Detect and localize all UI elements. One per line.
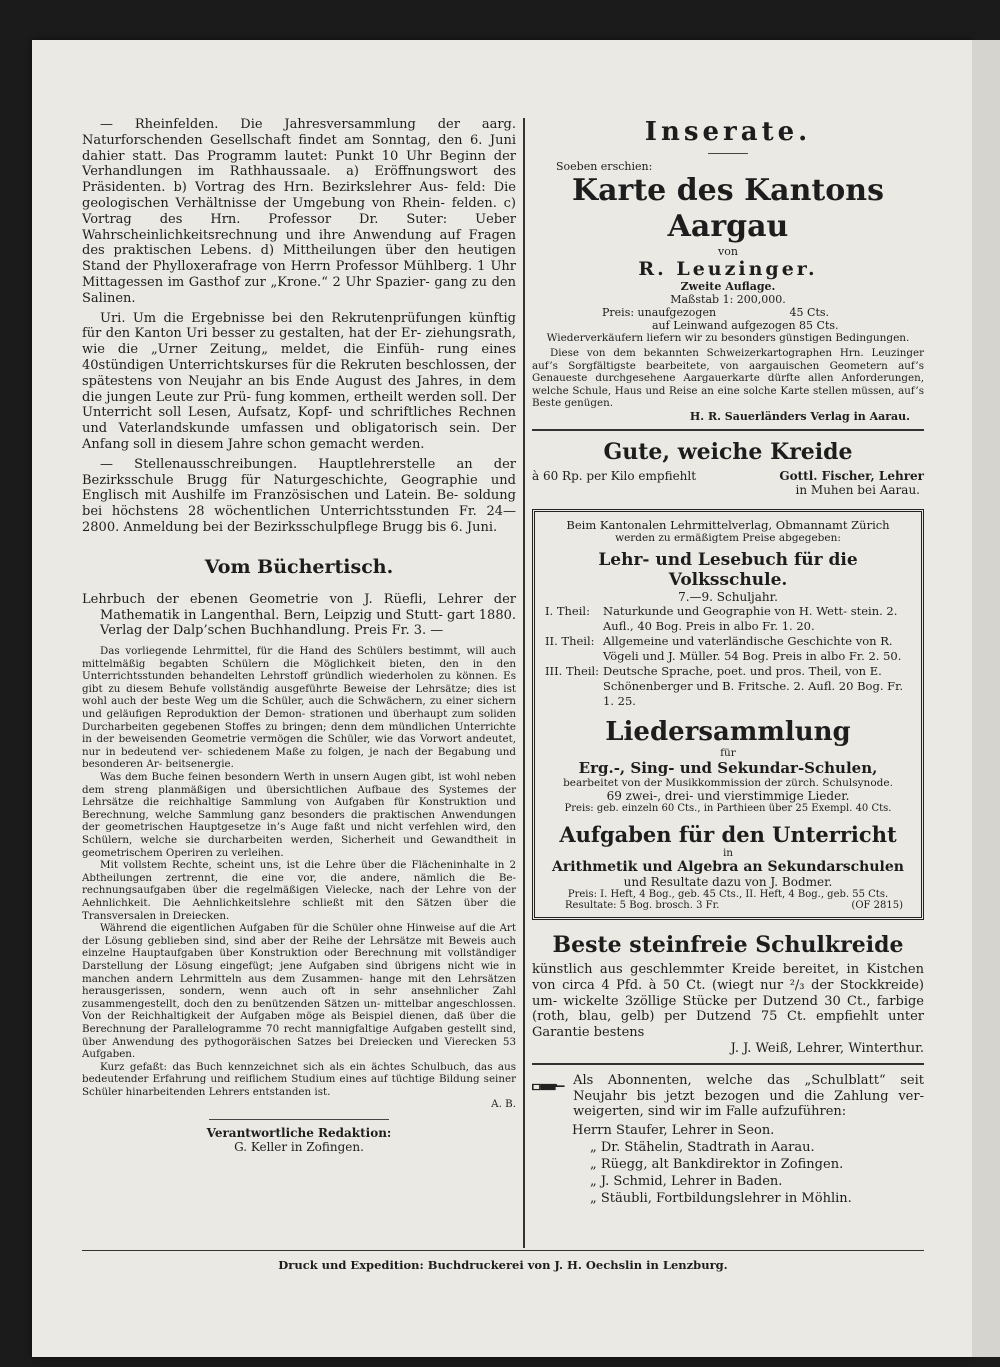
box-intro: Beim Kantonalen Lehrmittelverlag, Obmannamt Zürich <box>566 517 890 532</box>
in-label: in <box>722 846 734 859</box>
theil-text: Allgemeine und vaterländische Geschichte von R. Vögeli und J. Müller. 54 Bog. Preis in albo Fr. 2. 50. <box>603 633 902 663</box>
review-paragraph: Was dem Buche feinen besondern Werth in unsern Augen gibt, ist wohl neben dem streng planmäßigen und übersichtlichen Aufbaue des Systemes der Lehrsätze die reichhaltige Sammlung von Aufgaben für Konstruktion und Berechnung, welche Sammlung ganz besonders die praktischen Anwendungen der geometrischen Hauptgesetze in’s Auge faßt und nicht verfehlen wird, den Schülern, welche sie durcharbeiten werden, Sicherheit und Gewandtheit in geometrischem Operiren zu verleihen. <box>82 771 516 859</box>
abonnent-entry: „ Rüegg, alt Bankdirektor in Zofingen. <box>590 1157 844 1173</box>
aufgaben-title: Aufgaben für den Unterricht <box>559 821 897 847</box>
schulen-line: Erg.-, Sing- und Sekundar-Schulen, <box>578 758 878 777</box>
aufgaben-resultate: Resultate: 5 Bog. brosch. 3 Fr. <box>565 899 720 911</box>
kreide-place: in Muhen bei Aarau. <box>795 482 920 497</box>
preis-leinwand: auf Leinwand aufgezogen 85 Cts. <box>652 319 839 332</box>
schulkreide-title: Beste steinfreie Schulkreide <box>552 931 904 958</box>
soeben-label: Soeben erschien: <box>556 160 653 173</box>
preis-line <box>532 306 924 319</box>
resultate-line: und Resultate dazu von J. Bodmer. <box>623 874 833 889</box>
review-paragraph: Das vorliegende Lehrmittel, für die Hand des Schülers bestimmt, will auch mittelmäßig begabten Schülern die Möglichkeit bieten, den in den Unterrichtsstunden behandelten Lehrstoff gründlich wiederholen zu können. Es gibt zu diesem Behufe vollständig ausgeführte Beweise der Lehrsätze; dies ist wohl auch der beste Weg um die Schüler, auch die Schwächern, zu einer sichern und geläufigen Reproduktion der Demon- strationen und überhaupt zum soliden Durcharbeiten gegebenen Stoffes zu bringen; denn dem mündlichen Unterrichte in der beweisenden Geometrie vermögen die Schüler, wie das Vorwort andeutet, nur in bedeutend ver- schiedenem Maße zu folgen, je nach der Begabung und besonderen Ar- beitsenergie. <box>82 645 516 771</box>
lehrmittelverlag-box <box>532 509 924 920</box>
left-column <box>82 117 516 1154</box>
lesebuch-title: Lehr- und Lesebuch für die Volksschule. <box>598 549 858 590</box>
theil-label: I. Theil: <box>545 603 590 618</box>
liedersammlung-title: Liedersammlung <box>605 716 851 747</box>
lieder-preis: Preis: geb. einzeln 60 Cts., in Parthieen über 25 Exempl. 40 Cts. <box>564 802 892 814</box>
footer-rule <box>82 1250 924 1251</box>
karte-verlag: H. R. Sauerländers Verlag in Aarau. <box>689 409 910 423</box>
preis-unaufgezogen-value: 45 Cts. <box>789 306 830 319</box>
karte-title: Karte des Kantons Aargau <box>572 173 884 244</box>
fuer-label: für <box>720 746 736 759</box>
arithmetik-line: Arithmetik und Algebra an Sekundarschulen <box>552 858 904 875</box>
redaktion-label: Verantwortliche Redaktion: <box>206 1126 392 1141</box>
theil-label: II. Theil: <box>545 633 595 648</box>
redaktion-name: G. Keller in Zofingen. <box>234 1140 364 1155</box>
kreide-title: Gute, weiche Kreide <box>603 438 853 465</box>
inserate-heading: Inserate. <box>644 117 812 147</box>
news-stellenausschreibungen: — Stellenausschreibungen. Hauptlehrerstelle an der Bezirksschule Brugg für Naturgeschichte, Geographie und Englisch mit Aushilfe im Französischen und Latein. Be- soldung bei höchstens 28 wöchentlichen Unterrichtsstunden Fr. 24—2800. Anmeldung bei der Bezirksschulpflege Brugg bis 6. Juni. <box>82 456 516 535</box>
abonnent-entry: „ J. Schmid, Lehrer in Baden. <box>590 1174 783 1190</box>
page-edge <box>972 40 1000 1357</box>
schulkreide-text: künstlich aus geschlemmter Kreide bereitet, in Kistchen von circa 4 Pfd. à 50 Ct. (wiegt nur ²/₃ der Stockkreide) um- wickelte 3zöllige Stücke per Dutzend 30 Ct., farbige (roth, blau, gelb) per Dutzend 75 Ct. empfiehlt unter Garantie bestens <box>532 961 924 1041</box>
abonnent-entry: „ Dr. Stähelin, Stadtrath in Aarau. <box>590 1140 815 1156</box>
section-heading-buechertisch: Vom Büchertisch. <box>204 555 394 578</box>
divider <box>532 429 924 431</box>
abonnenten-list <box>532 1122 924 1207</box>
auflage: Zweite Auflage. <box>680 280 776 293</box>
news-uri: Uri. Um die Ergebnisse bei den Rekrutenprüfungen künftig für den Kanton Uri besser zu gestalten, hat der Er- ziehungsrath, wie die „Urner Zeitung„ meldet, die Einfüh- rung eines 40stündigen Unterrichtskurses für die Rekruten beschlossen, der spätestens von Neujahr an bis Ende August des Jahres, in dem die jungen Leute zur Prü- fung kommen, ertheilt werden soll. Der Unterricht soll Lesen, Aufsatz, Kopf- und schriftliches Rechnen und Vaterlandskunde umfassen und obligatorisch sein. Der Anfang soll in diesem Jahre schon gemacht werden. <box>82 310 516 452</box>
theil-3 <box>545 664 911 709</box>
theil-text: Deutsche Sprache, poet. und pros. Theil, von E. Schönenberger und B. Fritsche. 2. Aufl. 20 Bog. Fr. 1. 25. <box>603 663 904 708</box>
theil-label: III. Theil: <box>545 663 600 678</box>
schuljahr: 7.—9. Schuljahr. <box>678 589 778 604</box>
aufgaben-preis: Preis: I. Heft, 4 Bog., geb. 45 Cts., II. Heft, 4 Bog., geb. 55 Cts. <box>567 888 889 900</box>
lieder-count: 69 zwei-, drei- und vierstimmige Lieder. <box>606 788 850 803</box>
box-subintro: werden zu ermäßigtem Preise abgegeben: <box>615 531 841 544</box>
karte-author: R. Leuzinger. <box>638 258 818 280</box>
review-signature: A. B. <box>491 1098 516 1111</box>
right-column <box>532 117 924 1207</box>
divider <box>209 1119 389 1120</box>
schulkreide-seller: J. J. Weiß, Lehrer, Winterthur. <box>730 1040 924 1056</box>
theil-1 <box>545 604 911 634</box>
abonnent-entry: „ Stäubli, Fortbildungslehrer in Möhlin. <box>590 1191 852 1207</box>
book-title: Lehrbuch der ebenen Geometrie von J. Rüefli, Lehrer der Mathematik in Langenthal. Bern, Leipzig und Stutt- gart 1880. Verlag der Dalp’schen Buchhandlung. Preis Fr. 3. — <box>82 591 516 639</box>
pointing-hand-icon <box>532 1073 565 1101</box>
abonnent-entry: Herrn Staufer, Lehrer in Seon. <box>572 1123 775 1139</box>
review-paragraph: Kurz gefaßt: das Buch kennzeichnet sich als ein ächtes Schulbuch, das aus bedeutender Erfahrung und reiflichem Studium eines auf tüchtige Bildung seiner Schüler hinarbeitenden Lehrers entstanden ist. <box>82 1060 516 1098</box>
abonnenten-notice <box>532 1073 924 1120</box>
kreide-seller: Gottl. Fischer, Lehrer <box>779 468 924 483</box>
footer-imprint: Druck und Expedition: Buchdruckerei von J. H. Oechslin in Lenzburg. <box>278 1258 728 1272</box>
divider <box>532 1063 924 1065</box>
divider <box>708 153 748 154</box>
review-paragraph: Mit vollstem Rechte, scheint uns, ist die Lehre über die Flächeninhalte in 2 Abtheilungen zertrennt, die eine vor, die andere, nämlich die Be- rechnungsaufgaben über die regelmäßigen Vielecke, nach der Lehre von der Aehnlichkeit. Die Aehnlichkeitslehre schließt mit den Sätzen über die Transversalen in Dreiecken. <box>82 859 516 922</box>
von-label: von <box>718 245 738 258</box>
kreide-price: à 60 Rp. per Kilo empfiehlt <box>532 468 697 483</box>
wiederverkaeufer-note: Wiederverkäufern liefern wir zu besonders günstigen Bedingungen. <box>546 332 910 344</box>
preis-label: Preis: <box>602 306 635 319</box>
bearbeitet-line: bearbeitet von der Musikkommission der zürch. Schulsynode. <box>563 776 893 789</box>
theil-text: Naturkunde und Geographie von H. Wett- stein. 2. Aufl., 40 Bog. Preis in albo Fr. 1. 20. <box>603 603 898 633</box>
ad-code: (OF 2815) <box>851 899 903 911</box>
abonnenten-text: Als Abonnenten, welche das „Schulblatt“ seit Neujahr bis jetzt bezogen und die Zahlung ver- weigerten, sind wir im Falle aufzuführen: <box>573 1072 924 1120</box>
massstab: Maßstab 1: 200,000. <box>670 293 786 306</box>
preis-unaufgezogen: unaufgezogen <box>637 306 717 319</box>
column-divider <box>523 118 525 1248</box>
karte-description: Diese von dem bekannten Schweizerkartographen Hrn. Leuzinger auf’s Sorgfältigste bearbeitete, von aargauischen Geometern auf’s Genaueste durchgesehene Aargauerkarte dürfte allen Anforderungen, welche Schule, Haus und Reise an eine solche Karte stellen müssen, auf’s Beste genügen. <box>532 347 924 410</box>
news-rheinfelden: — Rheinfelden. Die Jahresversammlung der aarg. Naturforschenden Gesellschaft findet am Sonntag, den 6. Juni dahier statt. Das Programm lautet: Punkt 10 Uhr Beginn der Verhandlungen im Rathhaussaale. a) Eröffnungswort des Präsidenten. b) Vortrag des Hrn. Bezirkslehrer Aus- feld: Die geologischen Verhältnisse der Umgebung von Rhein- felden. c) Vortrag des Hrn. Professor Dr. Suter: Ueber Wahrscheinlichkeitsrechnung und ihre Anwendung auf Fragen des praktischen Lebens. d) Mittheilungen über den heutigen Stand der Phylloxerafrage von Herrn Professor Mühlberg. 1 Uhr Mittagessen im Gasthof zur „Krone.“ 2 Uhr Spazier- gang zu den Salinen. <box>82 117 516 306</box>
review-paragraph: Während die eigentlichen Aufgaben für die Schüler ohne Hinweise auf die Art der Lösung geblieben sind, sind aber der Reihe der Lehrsätze mit Beweis auch einzelne Hauptaufgaben über Konstruktion oder Berechnung mit vollständiger Darstellung der Lösung eingefügt; jene Aufgaben sind übrigens nicht wie in manchen andern Lehrmitteln aus dem Zusammen- hange mit den Lehrsätzen herausgerissen, sondern, wenn auch oft in sehr ansehnlicher Zahl zusammengestellt, doch den zu benützenden Sätzen un- mittelbar angeschlossen. Von der Reichhaltigkeit der Aufgaben möge als Beispiel dienen, daß über die Berechnung der Parallelogramme 70 recht mannigfaltige Aufgaben gestellt sind, über Anwendung des pythogoräischen Satzes bei Dreiecken und Vierecken 53 Aufgaben. <box>82 922 516 1061</box>
theil-2 <box>545 634 911 664</box>
